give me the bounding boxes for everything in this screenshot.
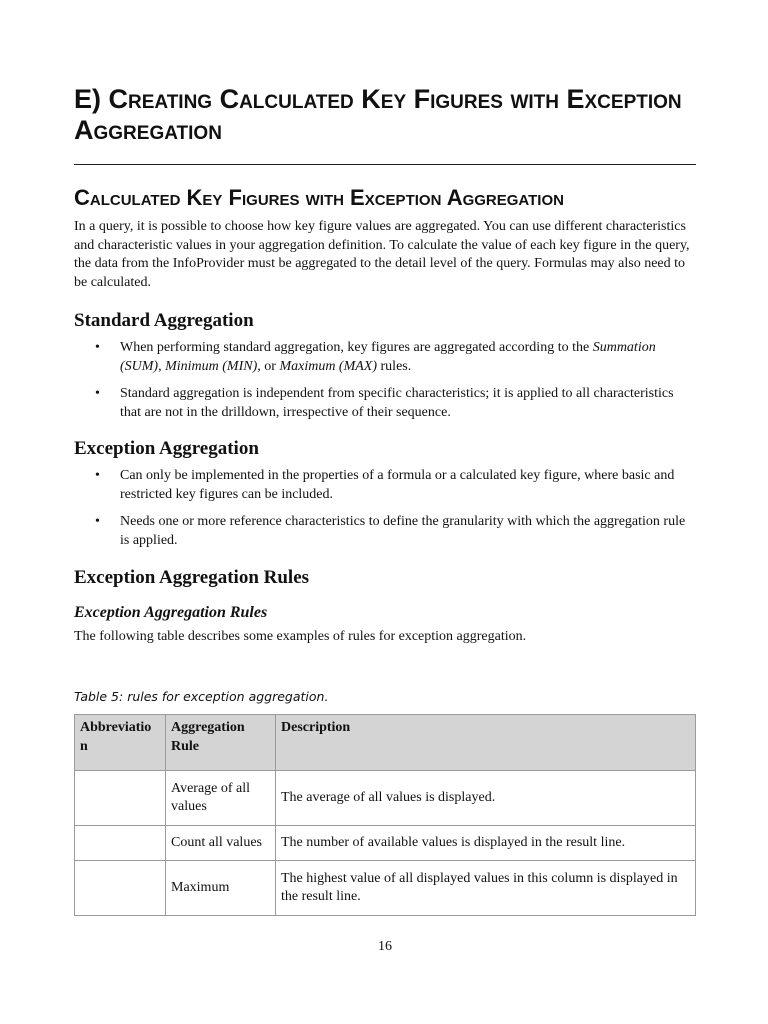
- standard-aggregation-list: [74, 339, 696, 422]
- table-row: [75, 826, 696, 861]
- rules-subheading: Exception Aggregation Rules: [74, 604, 268, 621]
- cell-description: The average of all values is displayed.: [276, 771, 696, 826]
- standard-aggregation-heading: Standard Aggregation: [74, 310, 254, 331]
- cell-rule: Average of all values: [166, 771, 276, 826]
- bullet-icon: •: [95, 468, 100, 483]
- rules-heading: Exception Aggregation Rules: [74, 567, 310, 588]
- chapter-title: E) Creating Calculated Key Figures with Exception Aggregation: [74, 84, 682, 145]
- page-number: 16: [378, 939, 392, 954]
- exception-rules-table: [74, 714, 696, 916]
- cell-rule: Count all values: [166, 826, 276, 861]
- bullet-icon: •: [95, 514, 100, 529]
- list-item: • Standard aggregation is independent from specific characteristics; it is applied to all characteristics that are not in the drilldown, irrespective of their sequence.: [95, 386, 674, 420]
- list-item: • Needs one or more reference characteristics to define the granularity with which the aggregation rule is applied.: [95, 514, 686, 548]
- header-description: Description: [276, 715, 696, 771]
- table-caption: Table 5: rules for exception aggregation.: [74, 689, 329, 704]
- sum-rule: Summation (SUM): [120, 340, 656, 374]
- cell-description: The number of available values is displayed in the result line.: [276, 826, 696, 861]
- bullet-icon: •: [95, 386, 100, 401]
- title-divider: [74, 164, 696, 165]
- header-abbreviation: Abbreviatio n: [75, 715, 166, 771]
- cell-description: The highest value of all displayed values in this column is displayed in the result line.: [276, 861, 696, 916]
- cell-abbreviation: [75, 826, 166, 861]
- cell-abbreviation: [75, 771, 166, 826]
- cell-rule: Maximum: [166, 861, 276, 916]
- bullet-icon: •: [95, 340, 100, 355]
- table-row: [75, 861, 696, 916]
- list-item: • Can only be implemented in the properties of a formula or a calculated key figure, where basic and restricted key figures can be included.: [95, 468, 675, 502]
- list-item: • When performing standard aggregation, key figures are aggregated according to the Summation (SUM), Minimum (MIN), or Maximum (MAX) rules.: [95, 340, 656, 374]
- exception-aggregation-heading: Exception Aggregation: [74, 438, 259, 459]
- table-header-row: [75, 715, 696, 771]
- cell-abbreviation: [75, 861, 166, 916]
- max-rule: Maximum (MAX): [279, 358, 378, 374]
- section-title: Calculated Key Figures with Exception Aggregation: [74, 185, 564, 210]
- table-row: [75, 771, 696, 826]
- intro-paragraph: In a query, it is possible to choose how key figure values are aggregated. You can use different characteristics and characteristic values in your aggregation definition. To calculate the value of each key figure in the query, the data from the InfoProvider must be aggregated to the detail level of the query. Formulas may also need to be calculated.: [74, 219, 690, 290]
- exception-aggregation-list: [74, 467, 696, 550]
- rules-description: The following table describes some examples of rules for exception aggregation.: [74, 629, 527, 644]
- header-aggregation-rule: Aggregation Rule: [166, 715, 276, 771]
- min-rule: Minimum (MIN): [165, 358, 258, 374]
